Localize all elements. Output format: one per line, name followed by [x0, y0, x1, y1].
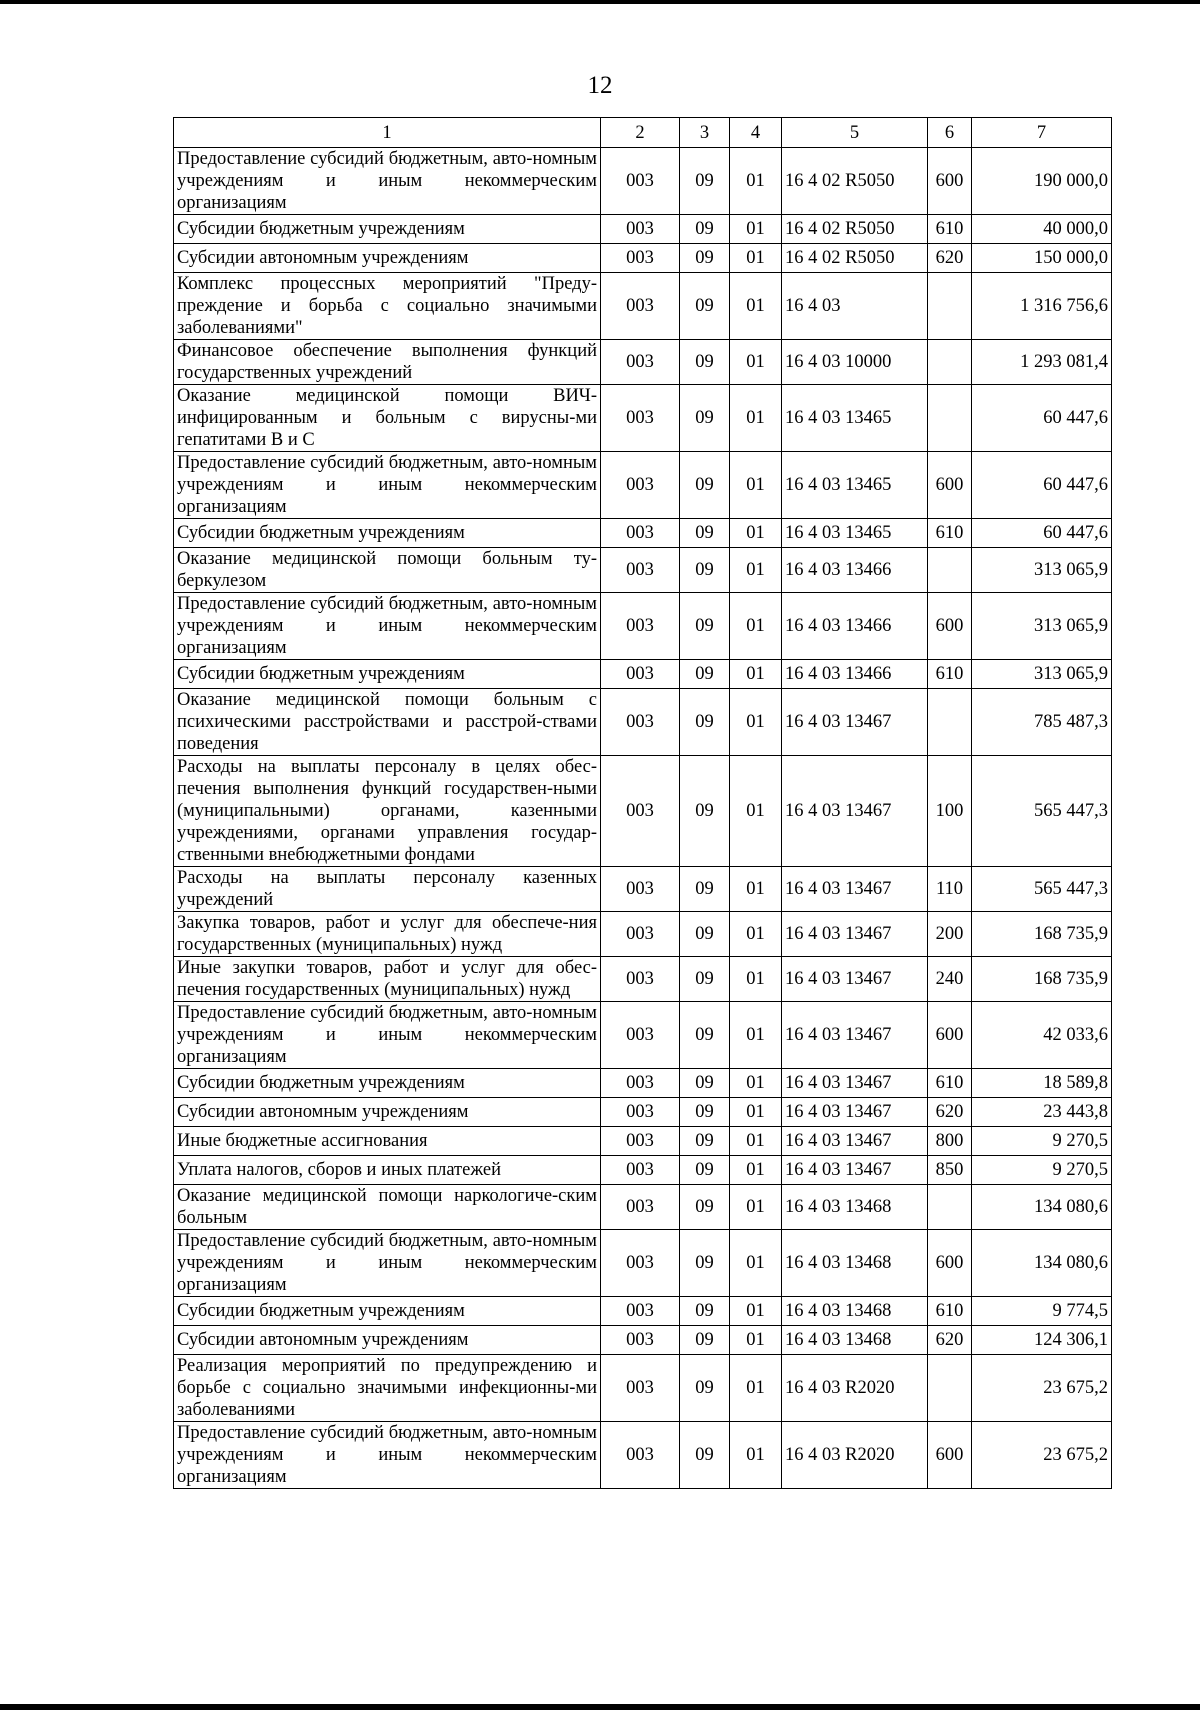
- table-row: [174, 215, 1112, 244]
- row-amount-cell: 60 447,6: [972, 452, 1112, 519]
- row-target-article-cell: 16 4 03 13467: [782, 1156, 928, 1185]
- row-section-cell: 09: [680, 215, 730, 244]
- row-target-article-cell: 16 4 03 13465: [782, 385, 928, 452]
- row-subsection-cell: 01: [730, 1422, 782, 1489]
- row-name-cell: Закупка товаров, работ и услуг для обеспече-ния государственных (муниципальных) нужд: [174, 912, 601, 957]
- row-target-article-cell: 16 4 03 13467: [782, 867, 928, 912]
- table-row: [174, 452, 1112, 519]
- table-row: [174, 1156, 1112, 1185]
- row-ministry-code-cell: 003: [601, 1002, 680, 1069]
- page-number: 12: [587, 72, 613, 99]
- row-subsection-cell: 01: [730, 912, 782, 957]
- row-expense-type-cell: [928, 548, 972, 593]
- row-subsection-cell: 01: [730, 957, 782, 1002]
- row-ministry-code-cell: 003: [601, 689, 680, 756]
- row-amount-cell: 1 316 756,6: [972, 273, 1112, 340]
- row-expense-type-cell: 620: [928, 244, 972, 273]
- row-target-article-cell: 16 4 03 13465: [782, 519, 928, 548]
- row-subsection-cell: 01: [730, 1069, 782, 1098]
- row-name-cell: Предоставление субсидий бюджетным, авто-номным учреждениям и иным некоммерческим организациям: [174, 1002, 601, 1069]
- row-ministry-code-cell: 003: [601, 148, 680, 215]
- row-section-cell: 09: [680, 867, 730, 912]
- row-amount-cell: 168 735,9: [972, 957, 1112, 1002]
- row-target-article-cell: 16 4 03 13466: [782, 548, 928, 593]
- row-ministry-code-cell: 003: [601, 957, 680, 1002]
- row-expense-type-cell: 610: [928, 215, 972, 244]
- row-expense-type-cell: 620: [928, 1326, 972, 1355]
- row-name-cell: Оказание медицинской помощи ВИЧ-инфицированным и больным с вирусны-ми гепатитами В и С: [174, 385, 601, 452]
- table-row: [174, 244, 1112, 273]
- row-name-cell: Иные бюджетные ассигнования: [174, 1127, 601, 1156]
- row-section-cell: 09: [680, 593, 730, 660]
- row-name-cell: Уплата налогов, сборов и иных платежей: [174, 1156, 601, 1185]
- row-subsection-cell: 01: [730, 1002, 782, 1069]
- row-section-cell: 09: [680, 452, 730, 519]
- row-subsection-cell: 01: [730, 756, 782, 867]
- row-target-article-cell: 16 4 03 13467: [782, 756, 928, 867]
- row-name-cell: Предоставление субсидий бюджетным, авто-номным учреждениям и иным некоммерческим организациям: [174, 1422, 601, 1489]
- row-subsection-cell: 01: [730, 1230, 782, 1297]
- row-expense-type-cell: 600: [928, 1422, 972, 1489]
- row-ministry-code-cell: 003: [601, 1156, 680, 1185]
- row-expense-type-cell: 800: [928, 1127, 972, 1156]
- row-subsection-cell: 01: [730, 593, 782, 660]
- row-target-article-cell: 16 4 03 13467: [782, 689, 928, 756]
- row-section-cell: 09: [680, 660, 730, 689]
- row-ministry-code-cell: 003: [601, 1069, 680, 1098]
- table-row: [174, 1185, 1112, 1230]
- row-section-cell: 09: [680, 385, 730, 452]
- row-section-cell: 09: [680, 1156, 730, 1185]
- row-ministry-code-cell: 003: [601, 385, 680, 452]
- budget-table: [173, 117, 1112, 1489]
- row-amount-cell: 23 443,8: [972, 1098, 1112, 1127]
- row-amount-cell: 1 293 081,4: [972, 340, 1112, 385]
- table-row: [174, 1230, 1112, 1297]
- table-row: [174, 756, 1112, 867]
- row-expense-type-cell: 610: [928, 1069, 972, 1098]
- row-expense-type-cell: 600: [928, 148, 972, 215]
- column-header-6: 6: [928, 118, 972, 148]
- row-amount-cell: 124 306,1: [972, 1326, 1112, 1355]
- column-header-4: 4: [730, 118, 782, 148]
- row-name-cell: Комплекс процессных мероприятий "Преду-преждение и борьба с социально значимыми заболеваниями": [174, 273, 601, 340]
- table-row: [174, 1069, 1112, 1098]
- row-amount-cell: 190 000,0: [972, 148, 1112, 215]
- table-row: [174, 1355, 1112, 1422]
- table-row: [174, 593, 1112, 660]
- row-expense-type-cell: 200: [928, 912, 972, 957]
- column-header-5: 5: [782, 118, 928, 148]
- row-section-cell: 09: [680, 244, 730, 273]
- row-ministry-code-cell: 003: [601, 273, 680, 340]
- row-amount-cell: 9 270,5: [972, 1156, 1112, 1185]
- row-section-cell: 09: [680, 1230, 730, 1297]
- column-header-2: 2: [601, 118, 680, 148]
- row-expense-type-cell: 100: [928, 756, 972, 867]
- row-ministry-code-cell: 003: [601, 1185, 680, 1230]
- row-subsection-cell: 01: [730, 1297, 782, 1326]
- row-amount-cell: 313 065,9: [972, 593, 1112, 660]
- column-header-1: 1: [174, 118, 601, 148]
- table-row: [174, 1422, 1112, 1489]
- row-expense-type-cell: 850: [928, 1156, 972, 1185]
- table-row: [174, 689, 1112, 756]
- row-section-cell: 09: [680, 1185, 730, 1230]
- row-target-article-cell: 16 4 03 13468: [782, 1185, 928, 1230]
- row-target-article-cell: 16 4 02 R5050: [782, 215, 928, 244]
- row-target-article-cell: 16 4 03 13467: [782, 1127, 928, 1156]
- row-section-cell: 09: [680, 548, 730, 593]
- row-section-cell: 09: [680, 689, 730, 756]
- row-subsection-cell: 01: [730, 340, 782, 385]
- row-target-article-cell: 16 4 03 10000: [782, 340, 928, 385]
- row-expense-type-cell: 600: [928, 1002, 972, 1069]
- row-expense-type-cell: 240: [928, 957, 972, 1002]
- row-subsection-cell: 01: [730, 452, 782, 519]
- row-section-cell: 09: [680, 1326, 730, 1355]
- row-amount-cell: 565 447,3: [972, 867, 1112, 912]
- row-section-cell: 09: [680, 1127, 730, 1156]
- row-ministry-code-cell: 003: [601, 1127, 680, 1156]
- row-section-cell: 09: [680, 1002, 730, 1069]
- row-subsection-cell: 01: [730, 867, 782, 912]
- row-section-cell: 09: [680, 1355, 730, 1422]
- row-subsection-cell: 01: [730, 1098, 782, 1127]
- row-section-cell: 09: [680, 148, 730, 215]
- row-section-cell: 09: [680, 1422, 730, 1489]
- row-amount-cell: 565 447,3: [972, 756, 1112, 867]
- row-amount-cell: 134 080,6: [972, 1185, 1112, 1230]
- row-expense-type-cell: 620: [928, 1098, 972, 1127]
- row-target-article-cell: 16 4 03 13468: [782, 1326, 928, 1355]
- row-amount-cell: 313 065,9: [972, 660, 1112, 689]
- row-ministry-code-cell: 003: [601, 660, 680, 689]
- row-subsection-cell: 01: [730, 273, 782, 340]
- row-ministry-code-cell: 003: [601, 1326, 680, 1355]
- row-amount-cell: 313 065,9: [972, 548, 1112, 593]
- row-ministry-code-cell: 003: [601, 1355, 680, 1422]
- row-section-cell: 09: [680, 912, 730, 957]
- row-section-cell: 09: [680, 519, 730, 548]
- row-ministry-code-cell: 003: [601, 1422, 680, 1489]
- row-name-cell: Субсидии бюджетным учреждениям: [174, 660, 601, 689]
- row-amount-cell: 168 735,9: [972, 912, 1112, 957]
- row-name-cell: Иные закупки товаров, работ и услуг для обес-печения государственных (муниципальных) нужд: [174, 957, 601, 1002]
- row-target-article-cell: 16 4 02 R5050: [782, 244, 928, 273]
- table-row: [174, 867, 1112, 912]
- row-name-cell: Оказание медицинской помощи больным с психическими расстройствами и расстрой-ствами поведения: [174, 689, 601, 756]
- row-subsection-cell: 01: [730, 1185, 782, 1230]
- row-ministry-code-cell: 003: [601, 912, 680, 957]
- row-ministry-code-cell: 003: [601, 867, 680, 912]
- row-subsection-cell: 01: [730, 548, 782, 593]
- row-ministry-code-cell: 003: [601, 1297, 680, 1326]
- row-subsection-cell: 01: [730, 1127, 782, 1156]
- table-row: [174, 912, 1112, 957]
- row-name-cell: Субсидии бюджетным учреждениям: [174, 519, 601, 548]
- table-row: [174, 1002, 1112, 1069]
- row-target-article-cell: 16 4 03 13465: [782, 452, 928, 519]
- row-section-cell: 09: [680, 273, 730, 340]
- row-name-cell: Предоставление субсидий бюджетным, авто-номным учреждениям и иным некоммерческим организациям: [174, 1230, 601, 1297]
- row-expense-type-cell: 610: [928, 660, 972, 689]
- row-section-cell: 09: [680, 1297, 730, 1326]
- table-body: [174, 148, 1112, 1489]
- row-expense-type-cell: 600: [928, 452, 972, 519]
- row-ministry-code-cell: 003: [601, 340, 680, 385]
- row-target-article-cell: 16 4 03 13467: [782, 912, 928, 957]
- row-amount-cell: 23 675,2: [972, 1422, 1112, 1489]
- row-target-article-cell: 16 4 03 13468: [782, 1230, 928, 1297]
- row-ministry-code-cell: 003: [601, 756, 680, 867]
- row-amount-cell: 9 270,5: [972, 1127, 1112, 1156]
- row-expense-type-cell: [928, 273, 972, 340]
- column-header-3: 3: [680, 118, 730, 148]
- column-header-7: 7: [972, 118, 1112, 148]
- row-target-article-cell: 16 4 03: [782, 273, 928, 340]
- row-expense-type-cell: [928, 1185, 972, 1230]
- row-expense-type-cell: 610: [928, 1297, 972, 1326]
- table-row: [174, 1326, 1112, 1355]
- row-amount-cell: 9 774,5: [972, 1297, 1112, 1326]
- row-amount-cell: 785 487,3: [972, 689, 1112, 756]
- row-section-cell: 09: [680, 957, 730, 1002]
- row-subsection-cell: 01: [730, 1355, 782, 1422]
- table-row: [174, 340, 1112, 385]
- row-name-cell: Субсидии бюджетным учреждениям: [174, 1297, 601, 1326]
- row-name-cell: Оказание медицинской помощи больным ту-беркулезом: [174, 548, 601, 593]
- row-name-cell: Предоставление субсидий бюджетным, авто-номным учреждениям и иным некоммерческим организациям: [174, 148, 601, 215]
- row-subsection-cell: 01: [730, 385, 782, 452]
- table-row: [174, 1297, 1112, 1326]
- row-expense-type-cell: 610: [928, 519, 972, 548]
- row-name-cell: Оказание медицинской помощи наркологиче-ским больным: [174, 1185, 601, 1230]
- row-ministry-code-cell: 003: [601, 548, 680, 593]
- row-name-cell: Субсидии автономным учреждениям: [174, 1098, 601, 1127]
- row-name-cell: Субсидии бюджетным учреждениям: [174, 215, 601, 244]
- row-target-article-cell: 16 4 03 13467: [782, 1002, 928, 1069]
- row-name-cell: Предоставление субсидий бюджетным, авто-номным учреждениям и иным некоммерческим организациям: [174, 593, 601, 660]
- row-target-article-cell: 16 4 03 13466: [782, 660, 928, 689]
- table-row: [174, 1098, 1112, 1127]
- row-ministry-code-cell: 003: [601, 215, 680, 244]
- row-target-article-cell: 16 4 03 13467: [782, 957, 928, 1002]
- row-amount-cell: 40 000,0: [972, 215, 1112, 244]
- row-target-article-cell: 16 4 02 R5050: [782, 148, 928, 215]
- row-ministry-code-cell: 003: [601, 244, 680, 273]
- row-subsection-cell: 01: [730, 215, 782, 244]
- row-amount-cell: 60 447,6: [972, 519, 1112, 548]
- row-amount-cell: 42 033,6: [972, 1002, 1112, 1069]
- row-name-cell: Предоставление субсидий бюджетным, авто-номным учреждениям и иным некоммерческим организациям: [174, 452, 601, 519]
- row-name-cell: Расходы на выплаты персоналу казенных учреждений: [174, 867, 601, 912]
- row-expense-type-cell: [928, 689, 972, 756]
- row-expense-type-cell: [928, 340, 972, 385]
- row-subsection-cell: 01: [730, 1326, 782, 1355]
- table-row: [174, 519, 1112, 548]
- row-name-cell: Финансовое обеспечение выполнения функций государственных учреждений: [174, 340, 601, 385]
- row-subsection-cell: 01: [730, 244, 782, 273]
- table-row: [174, 548, 1112, 593]
- row-ministry-code-cell: 003: [601, 519, 680, 548]
- row-expense-type-cell: [928, 385, 972, 452]
- row-amount-cell: 134 080,6: [972, 1230, 1112, 1297]
- row-name-cell: Реализация мероприятий по предупреждению и борьбе с социально значимыми инфекционны-ми заболеваниями: [174, 1355, 601, 1422]
- row-subsection-cell: 01: [730, 1156, 782, 1185]
- row-name-cell: Субсидии автономным учреждениям: [174, 244, 601, 273]
- table-row: [174, 957, 1112, 1002]
- row-subsection-cell: 01: [730, 148, 782, 215]
- row-target-article-cell: 16 4 03 R2020: [782, 1422, 928, 1489]
- row-expense-type-cell: 600: [928, 593, 972, 660]
- row-expense-type-cell: [928, 1355, 972, 1422]
- row-section-cell: 09: [680, 756, 730, 867]
- row-ministry-code-cell: 003: [601, 593, 680, 660]
- row-subsection-cell: 01: [730, 660, 782, 689]
- table-row: [174, 273, 1112, 340]
- row-expense-type-cell: 110: [928, 867, 972, 912]
- row-section-cell: 09: [680, 340, 730, 385]
- scan-bottom-edge: [0, 1704, 1200, 1710]
- row-subsection-cell: 01: [730, 689, 782, 756]
- row-name-cell: Субсидии бюджетным учреждениям: [174, 1069, 601, 1098]
- row-ministry-code-cell: 003: [601, 1098, 680, 1127]
- row-amount-cell: 60 447,6: [972, 385, 1112, 452]
- row-ministry-code-cell: 003: [601, 1230, 680, 1297]
- row-subsection-cell: 01: [730, 519, 782, 548]
- table-row: [174, 385, 1112, 452]
- row-section-cell: 09: [680, 1069, 730, 1098]
- row-target-article-cell: 16 4 03 13466: [782, 593, 928, 660]
- row-name-cell: Расходы на выплаты персоналу в целях обес-печения выполнения функций государствен-ными (муниципальными) органами, казенными учреждениями, органами управления государ-ственными внебюджетными фондами: [174, 756, 601, 867]
- row-amount-cell: 150 000,0: [972, 244, 1112, 273]
- row-section-cell: 09: [680, 1098, 730, 1127]
- scan-top-edge: [0, 0, 1200, 4]
- row-target-article-cell: 16 4 03 13468: [782, 1297, 928, 1326]
- table-row: [174, 660, 1112, 689]
- table-row: [174, 1127, 1112, 1156]
- row-ministry-code-cell: 003: [601, 452, 680, 519]
- row-amount-cell: 18 589,8: [972, 1069, 1112, 1098]
- row-target-article-cell: 16 4 03 13467: [782, 1098, 928, 1127]
- row-amount-cell: 23 675,2: [972, 1355, 1112, 1422]
- row-expense-type-cell: 600: [928, 1230, 972, 1297]
- table-header-row: [174, 118, 1112, 148]
- table-row: [174, 148, 1112, 215]
- row-name-cell: Субсидии автономным учреждениям: [174, 1326, 601, 1355]
- row-target-article-cell: 16 4 03 R2020: [782, 1355, 928, 1422]
- row-target-article-cell: 16 4 03 13467: [782, 1069, 928, 1098]
